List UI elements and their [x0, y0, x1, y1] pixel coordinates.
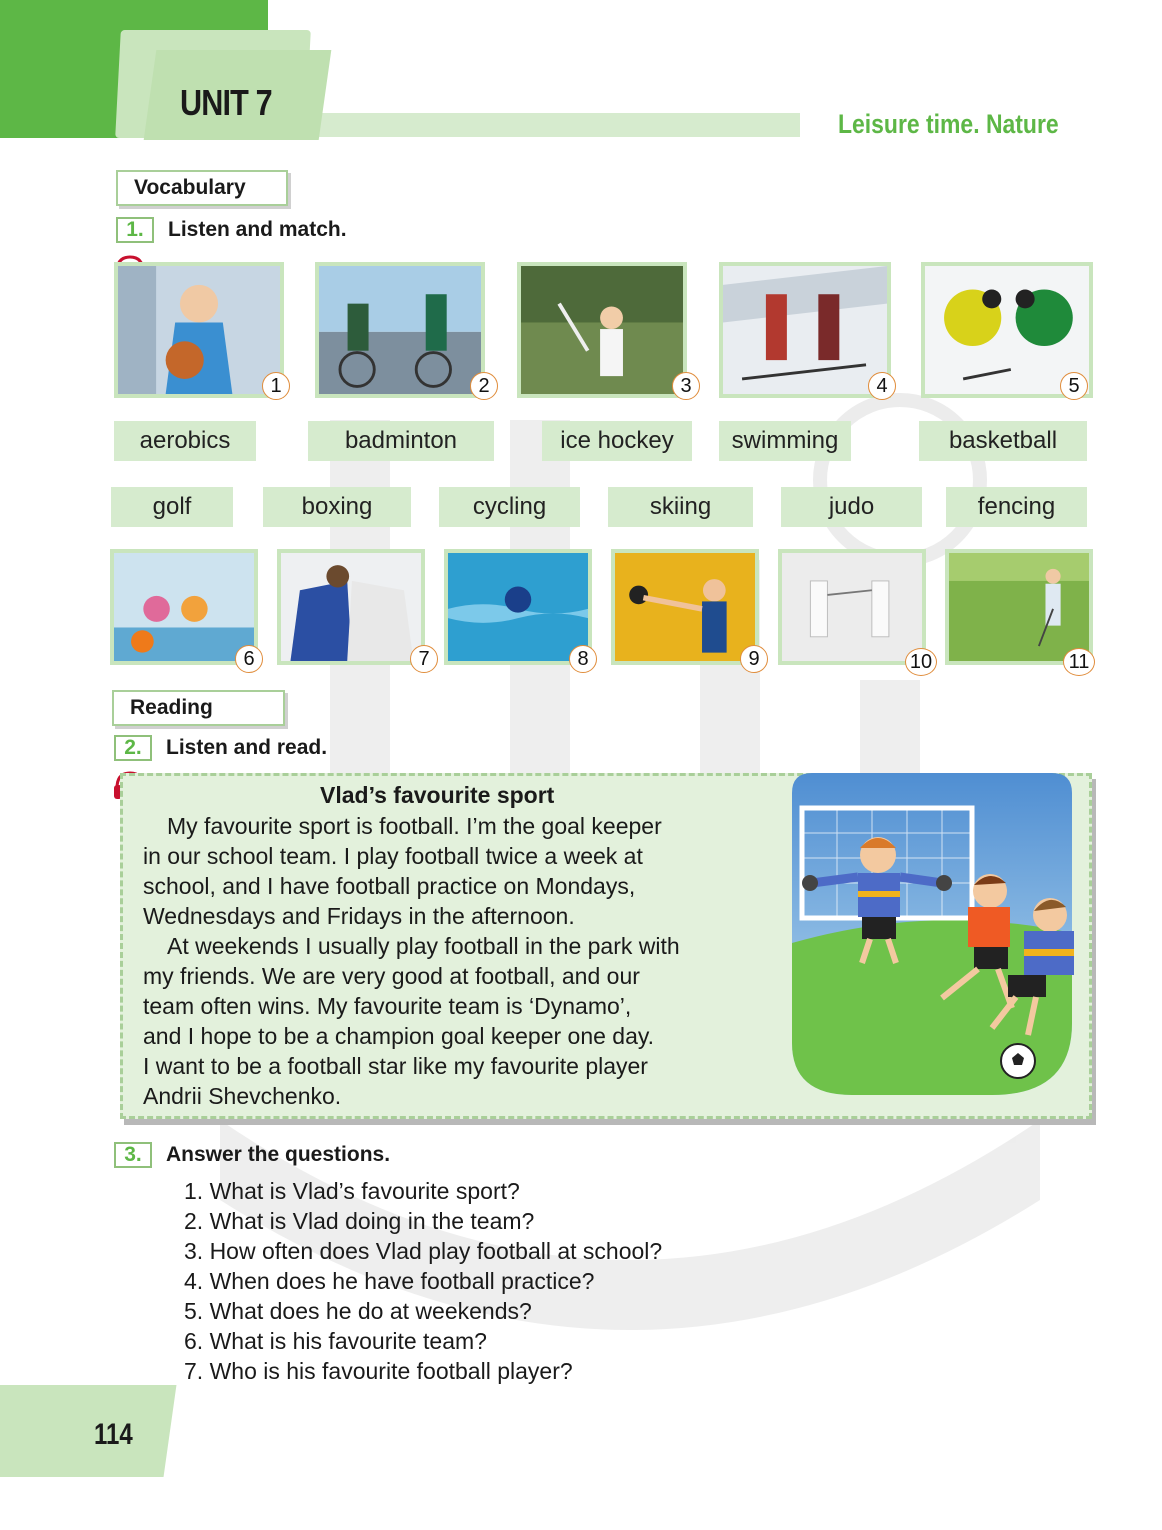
fencing-photo	[782, 553, 922, 661]
football-boys-illustration	[792, 773, 1106, 1095]
photo-number-1: 1	[262, 372, 290, 400]
unit-title: UNIT 7	[180, 82, 272, 123]
aerobics-photo	[114, 553, 254, 661]
photo-4	[719, 262, 891, 398]
questions-list	[184, 1176, 662, 1386]
word-cycling[interactable]: cycling	[439, 487, 580, 527]
task-1-label: Listen and match.	[168, 218, 347, 241]
photo-number-9: 9	[740, 645, 768, 673]
word-boxing[interactable]: boxing	[263, 487, 411, 527]
photo-6	[110, 549, 258, 665]
basketball-girl-photo	[118, 266, 280, 394]
task-1-number: 1.	[116, 217, 154, 243]
task-3-label: Answer the questions.	[166, 1143, 391, 1166]
word-basketball[interactable]: basketball	[919, 421, 1087, 461]
swimming-photo	[448, 553, 588, 661]
photo-number-5: 5	[1060, 372, 1088, 400]
judo-photo	[281, 553, 421, 661]
reading-line: My favourite sport is football. I’m the goal keeper	[167, 813, 662, 839]
reading-line: Andrii Shevchenko.	[143, 1083, 342, 1109]
photo-number-10: 10	[905, 648, 937, 676]
photo-number-6: 6	[235, 645, 263, 673]
photo-11	[945, 549, 1093, 665]
photo-number-2: 2	[470, 372, 498, 400]
photo-1	[114, 262, 284, 398]
photo-number-3: 3	[672, 372, 700, 400]
task-3-number: 3.	[114, 1142, 152, 1168]
boxing-photo	[615, 553, 755, 661]
word-fencing[interactable]: fencing	[946, 487, 1087, 527]
word-ice-hockey[interactable]: ice hockey	[542, 421, 692, 461]
word-judo[interactable]: judo	[781, 487, 922, 527]
unit-subtitle: Leisure time. Nature	[838, 109, 1059, 139]
photo-number-7: 7	[410, 645, 438, 673]
question-item: 4. When does he have football practice?	[184, 1268, 595, 1294]
reading-line: team often wins. My favourite team is ‘Dynamo’,	[143, 993, 632, 1019]
photo-number-4: 4	[868, 372, 896, 400]
vocabulary-section-label: Vocabulary	[116, 170, 288, 206]
golf-photo	[949, 553, 1089, 661]
skiing-photo	[723, 266, 887, 394]
photo-9	[611, 549, 759, 665]
reading-line: and I hope to be a champion goal keeper one day.	[143, 1023, 655, 1049]
question-item: 3. How often does Vlad play football at school?	[184, 1238, 663, 1264]
word-golf[interactable]: golf	[111, 487, 233, 527]
page-number-tab	[0, 1385, 176, 1477]
reading-line: At weekends I usually play football in the park with	[167, 933, 680, 959]
word-skiing[interactable]: skiing	[608, 487, 753, 527]
reading-text	[143, 811, 783, 1111]
page-number: 114	[94, 1418, 133, 1451]
photo-10	[778, 549, 926, 665]
question-item: 2. What is Vlad doing in the team?	[184, 1208, 535, 1234]
reading-section-label: Reading	[112, 690, 285, 726]
word-swimming[interactable]: swimming	[719, 421, 851, 461]
word-aerobics[interactable]: aerobics	[114, 421, 256, 461]
reading-line: my friends. We are very good at football, and our	[143, 963, 640, 989]
cycling-photo	[319, 266, 481, 394]
badminton-photo	[521, 266, 683, 394]
reading-title: Vlad’s favourite sport	[320, 782, 555, 808]
photo-number-8: 8	[569, 645, 597, 673]
task-2-label: Listen and read.	[166, 736, 328, 759]
task-2-number: 2.	[114, 735, 152, 761]
photo-2	[315, 262, 485, 398]
header-strip	[300, 113, 800, 137]
photo-3	[517, 262, 687, 398]
word-badminton[interactable]: badminton	[308, 421, 494, 461]
question-item: 1. What is Vlad’s favourite sport?	[184, 1178, 520, 1204]
question-item: 7. Who is his favourite football player?	[184, 1358, 573, 1384]
reading-line: in our school team. I play football twice a week at	[143, 843, 643, 869]
photo-7	[277, 549, 425, 665]
reading-line: Wednesdays and Fridays in the afternoon.	[143, 903, 575, 929]
photo-8	[444, 549, 592, 665]
question-item: 6. What is his favourite team?	[184, 1328, 487, 1354]
reading-line: I want to be a football star like my favourite player	[143, 1053, 648, 1079]
question-item: 5. What does he do at weekends?	[184, 1298, 532, 1324]
photo-number-11: 11	[1063, 648, 1095, 676]
reading-line: school, and I have football practice on Mondays,	[143, 873, 636, 899]
